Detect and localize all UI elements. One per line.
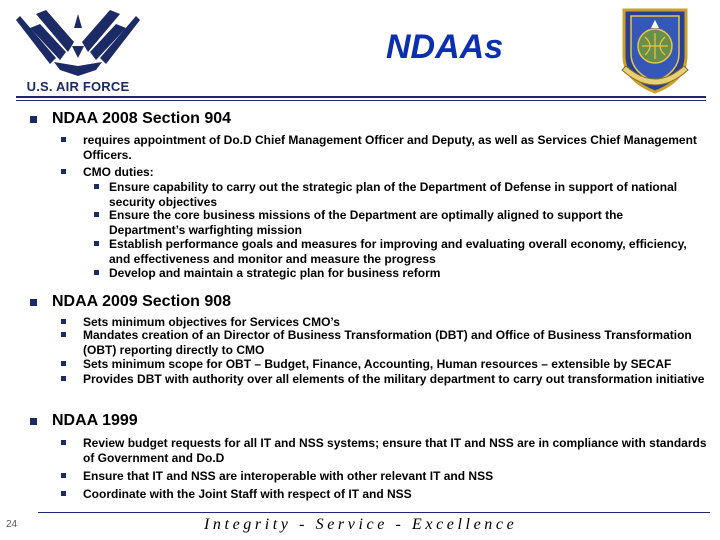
list-item: Mandates creation of an Director of Business Transformation (DBT) and Office of Business Transformation (OBT) reporting directly to CMO xyxy=(83,328,708,357)
list-item: Provides DBT with authority over all elements of the military department to carry out transformation initiative xyxy=(83,372,708,387)
list-item: CMO duties: xyxy=(83,165,708,180)
footer-motto: Integrity - Service - Excellence xyxy=(204,516,518,533)
footer-divider xyxy=(38,512,710,513)
square-bullet-icon xyxy=(61,319,66,324)
list-item: Sets minimum scope for OBT – Budget, Finance, Accounting, Human resources – extensible by SECAF xyxy=(83,357,708,372)
air-force-logo xyxy=(16,6,140,94)
square-bullet-icon xyxy=(61,491,66,496)
header-divider-thin xyxy=(16,100,706,101)
square-bullet-icon xyxy=(61,376,66,381)
square-bullet-icon xyxy=(30,299,37,306)
list-item: Sets minimum objectives for Services CMO’s xyxy=(83,315,708,330)
air-force-wings-icon xyxy=(16,6,140,78)
list-item: Coordinate with the Joint Staff with respect of IT and NSS xyxy=(83,487,708,502)
sub-list-item: Develop and maintain a strategic plan for business reform xyxy=(109,266,694,281)
page-number: 24 xyxy=(6,519,18,530)
list-item: Review budget requests for all IT and NSS systems; ensure that IT and NSS are in compliance with standards of Government and Do.D xyxy=(83,436,708,465)
list-item: Ensure that IT and NSS are interoperable with other relevant IT and NSS xyxy=(83,469,708,484)
square-bullet-icon xyxy=(94,270,99,275)
command-shield-emblem-icon xyxy=(618,6,692,94)
square-bullet-icon xyxy=(61,137,66,142)
air-force-wordmark: U.S. AIR FORCE xyxy=(26,79,130,94)
sub-list-item: Ensure capability to carry out the strategic plan of the Department of Defense in support of national security objectives xyxy=(109,180,694,209)
square-bullet-icon xyxy=(94,184,99,189)
square-bullet-icon xyxy=(61,332,66,337)
list-item: requires appointment of Do.D Chief Management Officer and Deputy, as well as Services Chief Management Officers. xyxy=(83,133,708,162)
square-bullet-icon xyxy=(94,212,99,217)
sub-list-item: Establish performance goals and measures for improving and evaluating overall economy, efficiency, and effectiveness and monitor and measure the progress xyxy=(109,237,694,266)
square-bullet-icon xyxy=(61,440,66,445)
square-bullet-icon xyxy=(61,361,66,366)
square-bullet-icon xyxy=(61,473,66,478)
sub-list-item: Ensure the core business missions of the Department are optimally aligned to support the Department’s warfighting mission xyxy=(109,208,694,237)
square-bullet-icon xyxy=(61,169,66,174)
header-divider xyxy=(16,96,706,98)
square-bullet-icon xyxy=(30,418,37,425)
page-title: NDAAs xyxy=(386,28,504,66)
command-emblem xyxy=(618,6,692,99)
square-bullet-icon xyxy=(30,116,37,123)
square-bullet-icon xyxy=(94,241,99,246)
